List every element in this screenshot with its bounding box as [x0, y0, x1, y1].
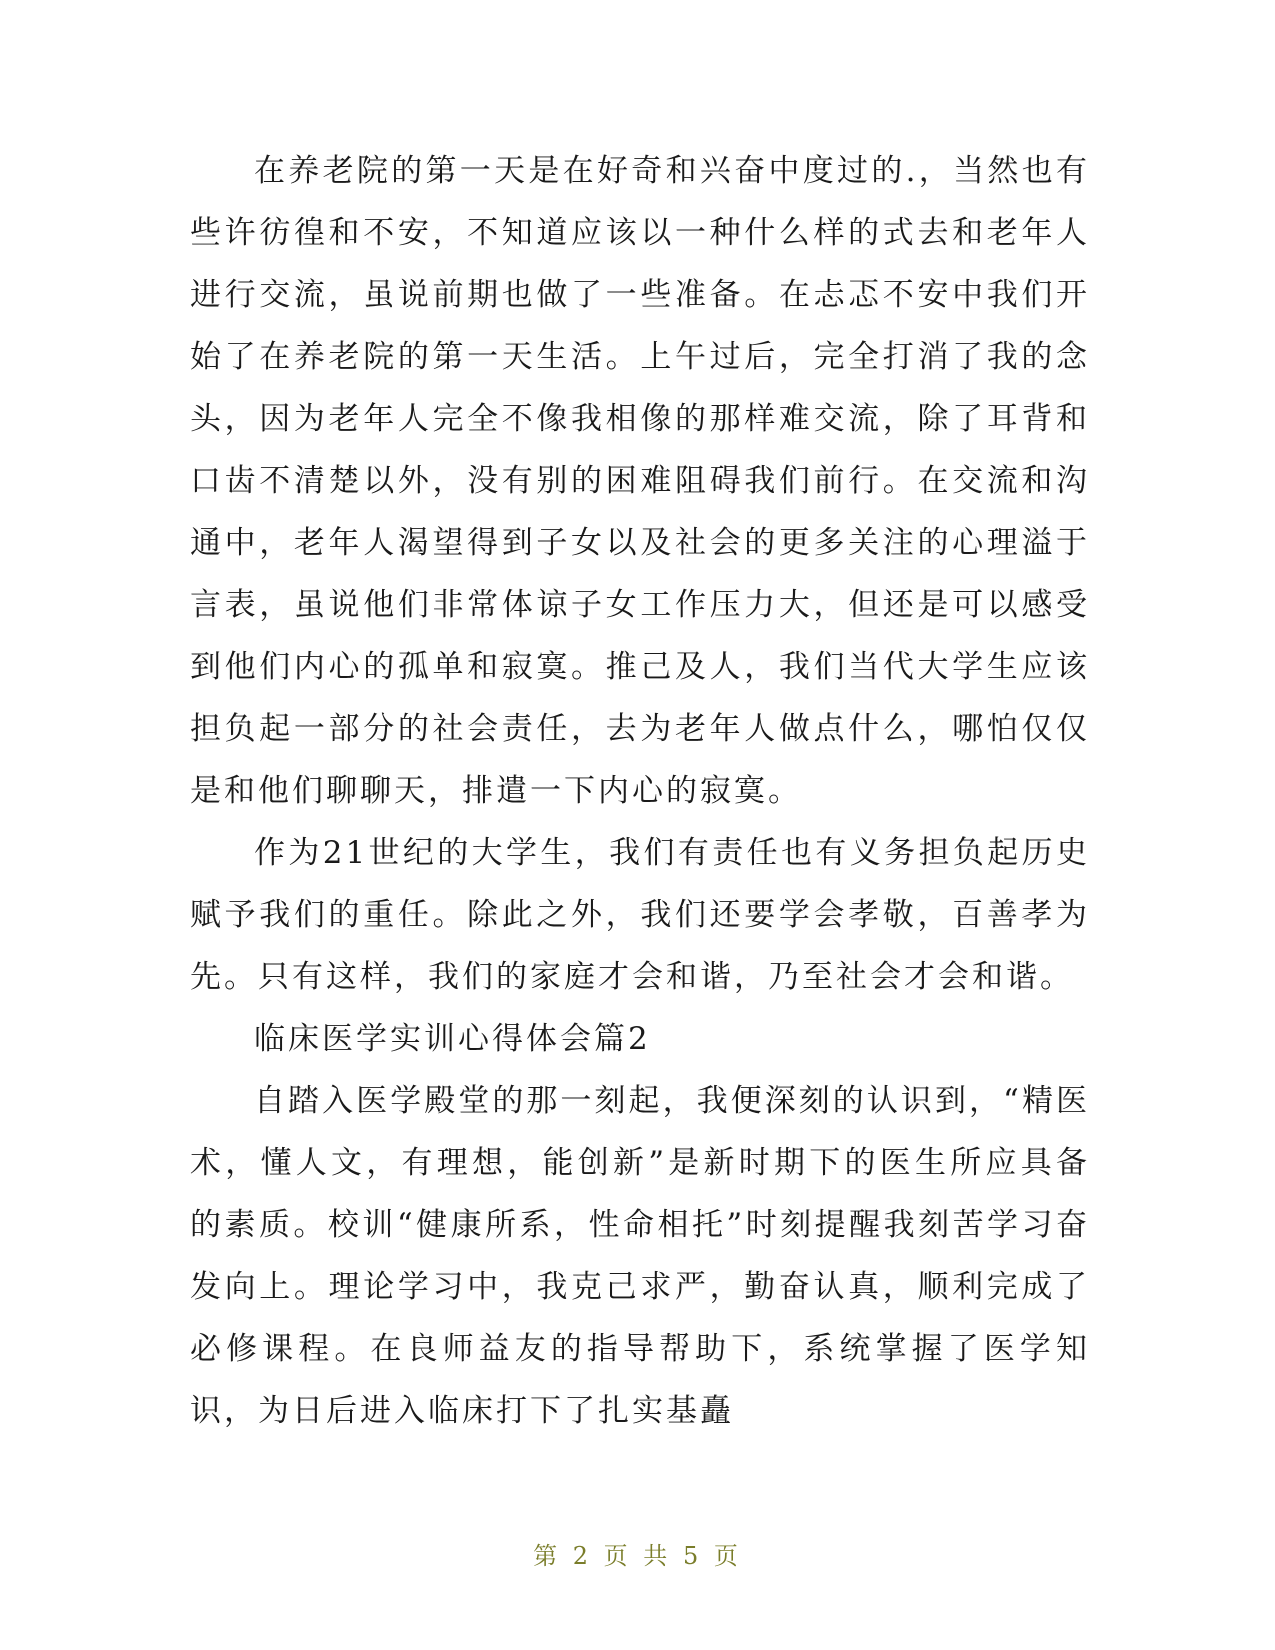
section-heading: 临床医学实训心得体会篇2 — [254, 1021, 651, 1057]
document-body — [190, 140, 1090, 1442]
paragraph-nursing-home: 在养老院的第一天是在好奇和兴奋中度过的.，当然也有些许彷徨和不安，不知道应该以一种什么样的式去和老年人进行交流，虽说前期也做了一些准备。在忐忑不安中我们开始了在养老院的第一天生活。上午过后，完全打消了我的念头，因为老年人完全不像我相像的那样难交流，除了耳背和口齿不清楚以外，没有别的困难阻碍我们前行。在交流和沟通中，老年人渴望得到子女以及社会的更多关注的心理溢于言表，虽说他们非常体谅子女工作压力大，但还是可以感受到他们内心的孤单和寂寞。推己及人，我们当代大学生应该担负起一部分的社会责任，去为老年人做点什么，哪怕仅仅是和他们聊聊天，排遣一下内心的寂寞。 — [190, 153, 1090, 809]
paragraph-medical-study: 自踏入医学殿堂的那一刻起，我便深刻的认识到，“精医术，懂人文，有理想，能创新”是新时期下的医生所应具备的素质。校训“健康所系，性命相托”时刻提醒我刻苦学习奋发向上。理论学习中，我克己求严，勤奋认真，顺利完成了必修课程。在良师益友的指导帮助下，系统掌握了医学知识，为日后进入临床打下了扎实基矗 — [190, 1083, 1090, 1429]
page-number-footer: 第 2 页 共 5 页 — [533, 1542, 742, 1570]
paragraph-responsibility: 作为21世纪的大学生，我们有责任也有义务担负起历史赋予我们的重任。除此之外，我们还要学会孝敬，百善孝为先。只有这样，我们的家庭才会和谐，乃至社会才会和谐。 — [190, 835, 1090, 995]
